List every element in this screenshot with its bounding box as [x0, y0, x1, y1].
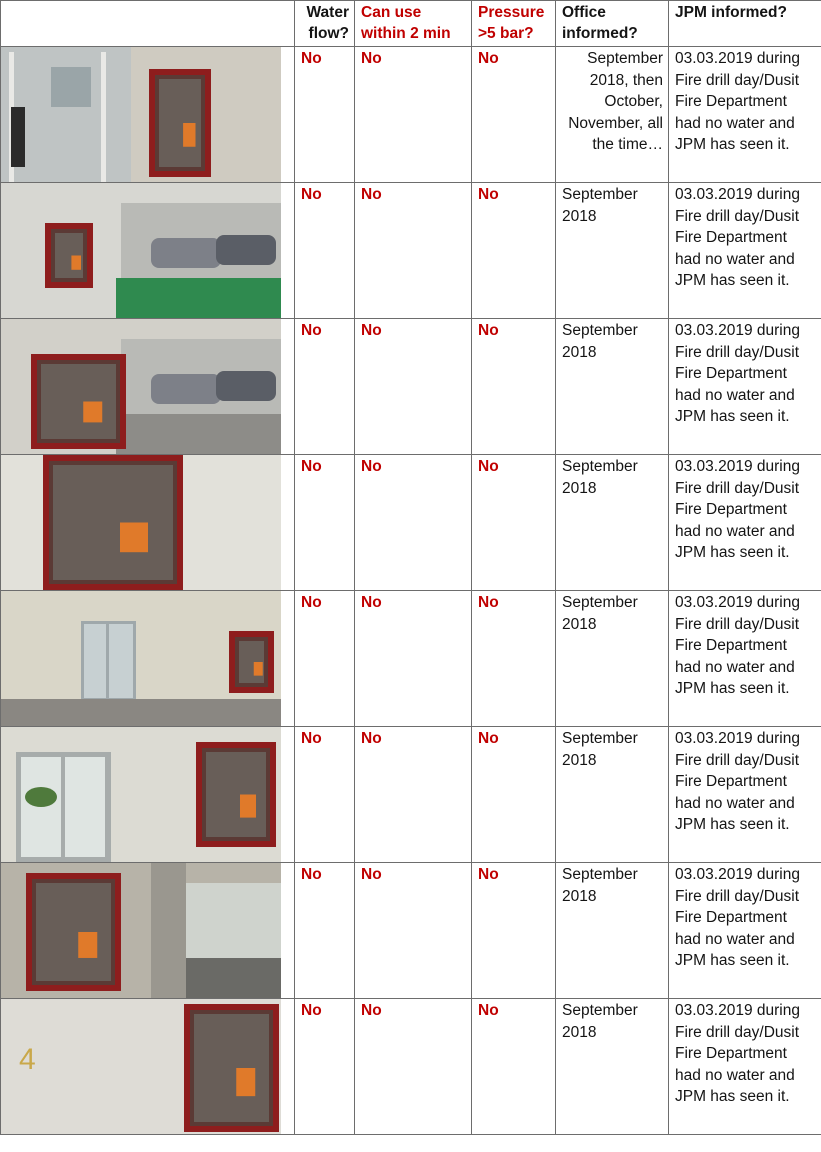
table-row — [1, 183, 821, 319]
pressure-cell: No — [472, 455, 556, 591]
header-water-flow: Water flow? — [295, 1, 355, 47]
table-row — [1, 591, 821, 727]
photo-cell — [1, 319, 295, 455]
water-flow-cell: No — [295, 183, 355, 319]
table-row — [1, 863, 821, 999]
photo-cell — [1, 47, 295, 183]
table-row — [1, 319, 821, 455]
jpm-informed-cell: 03.03.2019 during Fire drill day/Dusit Fire Department had no water and JPM has seen it. — [669, 999, 821, 1135]
header-jpm-informed: JPM informed? — [669, 1, 821, 47]
svg-text:4: 4 — [19, 1043, 36, 1076]
pressure-cell: No — [472, 999, 556, 1135]
fire-hose-cabinet-hallway-photo — [1, 727, 281, 862]
pressure-cell: No — [472, 183, 556, 319]
jpm-informed-cell: 03.03.2019 during Fire drill day/Dusit Fire Department had no water and JPM has seen it. — [669, 591, 821, 727]
jpm-informed-cell: 03.03.2019 during Fire drill day/Dusit Fire Department had no water and JPM has seen it. — [669, 183, 821, 319]
office-informed-cell: September 2018 — [556, 183, 669, 319]
jpm-informed-cell: 03.03.2019 during Fire drill day/Dusit Fire Department had no water and JPM has seen it. — [669, 455, 821, 591]
office-informed-cell: September 2018 — [556, 999, 669, 1135]
water-flow-cell: No — [295, 727, 355, 863]
header-can-use-2min: Can use within 2 min — [355, 1, 472, 47]
fire-hose-cabinet-parking-photo — [1, 319, 281, 454]
office-informed-cell: September 2018 — [556, 591, 669, 727]
can-use-2min-cell: No — [355, 863, 472, 999]
can-use-2min-cell: No — [355, 999, 472, 1135]
fire-hose-cabinet-closeup-photo — [1, 455, 281, 590]
water-flow-cell: No — [295, 591, 355, 727]
header-pressure: Pressure >5 bar? — [472, 1, 556, 47]
office-informed-cell: September 2018 — [556, 863, 669, 999]
photo-cell — [1, 183, 295, 319]
table-row — [1, 455, 821, 591]
can-use-2min-cell: No — [355, 183, 472, 319]
water-flow-cell: No — [295, 999, 355, 1135]
office-informed-cell: September 2018 — [556, 727, 669, 863]
water-flow-cell: No — [295, 47, 355, 183]
header-photo — [1, 1, 295, 47]
header-office-informed: Office informed? — [556, 1, 669, 47]
jpm-informed-cell: 03.03.2019 during Fire drill day/Dusit Fire Department had no water and JPM has seen it. — [669, 727, 821, 863]
table-row — [1, 727, 821, 863]
pressure-cell: No — [472, 863, 556, 999]
pressure-cell: No — [472, 727, 556, 863]
can-use-2min-cell: No — [355, 47, 472, 183]
jpm-informed-cell: 03.03.2019 during Fire drill day/Dusit Fire Department had no water and JPM has seen it. — [669, 47, 821, 183]
table-row — [1, 999, 821, 1135]
water-flow-cell: No — [295, 319, 355, 455]
can-use-2min-cell: No — [355, 727, 472, 863]
fire-hose-cabinet-lobby-photo — [1, 47, 281, 182]
can-use-2min-cell: No — [355, 591, 472, 727]
office-informed-cell: September 2018 — [556, 455, 669, 591]
photo-cell — [1, 999, 295, 1135]
table-header-row — [1, 1, 821, 47]
photo-cell — [1, 863, 295, 999]
jpm-informed-cell: 03.03.2019 during Fire drill day/Dusit Fire Department had no water and JPM has seen it. — [669, 863, 821, 999]
water-flow-cell: No — [295, 455, 355, 591]
fire-hose-cabinet-parking-photo — [1, 183, 281, 318]
photo-cell — [1, 591, 295, 727]
water-flow-cell: No — [295, 863, 355, 999]
office-informed-cell: September 2018 — [556, 319, 669, 455]
pressure-cell: No — [472, 591, 556, 727]
photo-cell — [1, 727, 295, 863]
can-use-2min-cell: No — [355, 455, 472, 591]
can-use-2min-cell: No — [355, 319, 472, 455]
jpm-informed-cell: 03.03.2019 during Fire drill day/Dusit Fire Department had no water and JPM has seen it. — [669, 319, 821, 455]
office-informed-cell: September 2018, then October, November, all the time… — [556, 47, 669, 183]
table-row — [1, 47, 821, 183]
fire-hose-cabinet-hallway-photo — [1, 591, 281, 726]
photo-cell — [1, 455, 295, 591]
pressure-cell: No — [472, 47, 556, 183]
pressure-cell: No — [472, 319, 556, 455]
fire-hose-cabinet-garage-photo — [1, 863, 281, 998]
fire-hose-cabinet-wall-photo — [1, 999, 281, 1134]
